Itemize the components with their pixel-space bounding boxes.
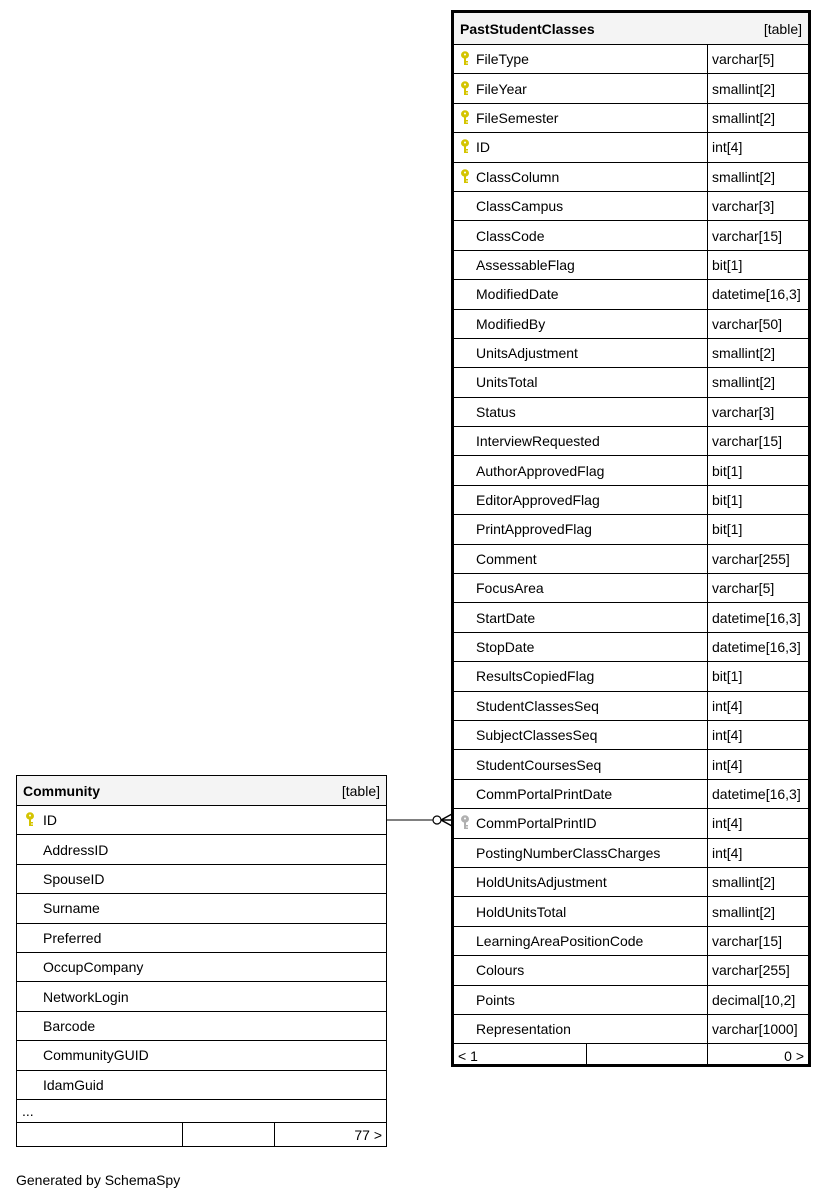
column-name: FileSemester xyxy=(476,109,559,126)
column-name: Barcode xyxy=(43,1017,96,1034)
table-kind: [table] xyxy=(763,20,802,37)
column-type: int[4] xyxy=(707,809,808,837)
table-kind: [table] xyxy=(341,782,380,799)
column-name: OccupCompany xyxy=(43,959,144,976)
column-type: bit[1] xyxy=(707,515,808,543)
column-name: PrintApprovedFlag xyxy=(476,521,592,538)
column-name: ID xyxy=(43,812,57,829)
column-name: ModifiedDate xyxy=(476,286,559,303)
column-name: CommPortalPrintID xyxy=(476,815,597,832)
column-name: AssessableFlag xyxy=(476,256,575,273)
column-name: UnitsAdjustment xyxy=(476,345,578,362)
footer-left: < 1 xyxy=(454,1044,587,1067)
column-type: smallint[2] xyxy=(707,74,808,102)
column-type: int[4] xyxy=(707,750,808,778)
column-name: Points xyxy=(476,991,515,1008)
column-name: UnitsTotal xyxy=(476,374,538,391)
column-type: bit[1] xyxy=(707,662,808,690)
column-type: bit[1] xyxy=(707,251,808,279)
crow-foot-line-top xyxy=(441,814,452,820)
column-name: FileYear xyxy=(476,80,527,97)
column-name: ClassCampus xyxy=(476,198,564,215)
column-type: smallint[2] xyxy=(707,339,808,367)
column-name: InterviewRequested xyxy=(476,433,600,450)
column-type: datetime[16,3] xyxy=(707,633,808,661)
column-name: ID xyxy=(476,139,490,156)
column-name: PostingNumberClassCharges xyxy=(476,844,661,861)
column-type: varchar[15] xyxy=(707,927,808,955)
generated-by-label: Generated by SchemaSpy xyxy=(16,1172,181,1188)
column-type: varchar[15] xyxy=(707,221,808,249)
column-type: int[4] xyxy=(707,721,808,749)
column-name: FileType xyxy=(476,51,529,68)
footer-right: 0 > xyxy=(784,1047,804,1064)
column-type: smallint[2] xyxy=(707,163,808,191)
table-name: PastStudentClasses xyxy=(460,20,595,37)
column-type: smallint[2] xyxy=(707,368,808,396)
column-name: StudentCoursesSeq xyxy=(476,756,602,773)
column-name: Representation xyxy=(476,1021,571,1038)
table-name: Community xyxy=(23,782,100,799)
crow-foot-line-bottom xyxy=(441,820,452,826)
column-name: ModifiedBy xyxy=(476,315,546,332)
column-name: CommPortalPrintDate xyxy=(476,785,613,802)
column-name: Colours xyxy=(476,962,525,979)
column-type: varchar[5] xyxy=(707,45,808,73)
column-name: Surname xyxy=(43,900,100,917)
column-name: AddressID xyxy=(43,841,109,858)
column-name: HoldUnitsTotal xyxy=(476,903,567,920)
column-type: datetime[16,3] xyxy=(707,280,808,308)
column-type: varchar[255] xyxy=(707,545,808,573)
column-name: AuthorApprovedFlag xyxy=(476,462,605,479)
column-type: varchar[1000] xyxy=(707,1015,808,1043)
column-type: decimal[10,2] xyxy=(707,986,808,1014)
column-name: FocusArea xyxy=(476,580,544,597)
column-name: ClassColumn xyxy=(476,168,560,185)
column-name: ResultsCopiedFlag xyxy=(476,668,595,685)
column-name: StopDate xyxy=(476,639,535,655)
column-type: varchar[3] xyxy=(707,398,808,426)
column-type: int[4] xyxy=(707,133,808,161)
column-name: Status xyxy=(476,403,516,420)
more-columns-ellipsis: ... xyxy=(17,1100,386,1123)
column-name: NetworkLogin xyxy=(43,988,129,1005)
column-name: HoldUnitsAdjustment xyxy=(476,874,607,891)
column-name: Comment xyxy=(476,550,537,567)
column-name: ClassCode xyxy=(476,227,545,244)
column-type: smallint[2] xyxy=(707,897,808,925)
column-name: Preferred xyxy=(43,929,102,946)
column-type: varchar[255] xyxy=(707,956,808,984)
column-name: SpouseID xyxy=(43,870,105,887)
column-type: bit[1] xyxy=(707,486,808,514)
column-type: smallint[2] xyxy=(707,868,808,896)
column-type: varchar[15] xyxy=(707,427,808,455)
column-name: StudentClassesSeq xyxy=(476,697,599,714)
zero-optional-symbol xyxy=(433,816,441,824)
column-type: datetime[16,3] xyxy=(707,603,808,631)
column-type: varchar[50] xyxy=(707,310,808,338)
column-type: int[4] xyxy=(707,839,808,867)
column-type: datetime[16,3] xyxy=(707,780,808,808)
column-name: LearningAreaPositionCode xyxy=(476,932,644,949)
column-name: CommunityGUID xyxy=(43,1047,149,1064)
column-type: varchar[3] xyxy=(707,192,808,220)
column-type: int[4] xyxy=(707,692,808,720)
column-type: smallint[2] xyxy=(707,104,808,132)
column-name: EditorApprovedFlag xyxy=(476,492,600,509)
column-type: varchar[5] xyxy=(707,574,808,602)
column-name: IdamGuid xyxy=(43,1076,104,1093)
footer-right: 77 > xyxy=(354,1126,382,1143)
column-name: SubjectClassesSeq xyxy=(476,727,598,744)
column-name: StartDate xyxy=(476,609,536,626)
column-type: bit[1] xyxy=(707,456,808,484)
